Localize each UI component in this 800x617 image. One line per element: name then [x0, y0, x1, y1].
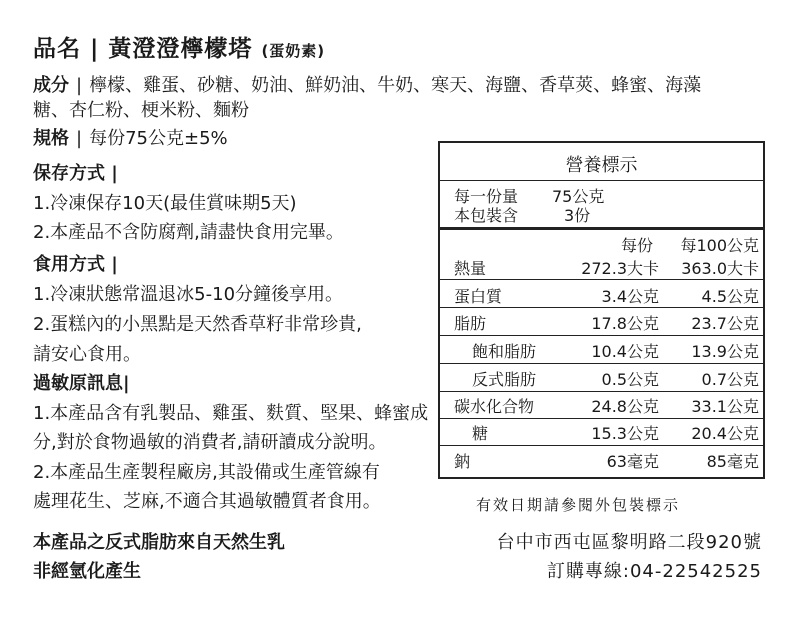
usage-line-1: 1.冷凍狀態常溫退冰5-10分鐘後享用。 [33, 284, 344, 305]
row-divider [440, 335, 763, 336]
row-per-serving-trans-fat: 0.5公克 [601, 370, 659, 389]
nutrition-divider [440, 180, 763, 181]
storage-line-1: 1.冷凍保存10天(最佳賞味期5天) [33, 193, 297, 214]
usage-heading: 食用方式 | [33, 254, 118, 275]
row-divider [440, 445, 763, 446]
expiry-note: 有效日期請參閱外包裝標示 [476, 496, 681, 514]
servings-label: 本包裝含 [454, 206, 519, 225]
row-per-100-carbohydrate: 33.1公克 [691, 397, 759, 416]
ingredients-line-2: 糖、杏仁粉、梗米粉、麵粉 [33, 100, 249, 121]
nutrition-title: 營養標示 [565, 155, 638, 176]
allergen-line-3: 2.本產品生產製程廠房,其設備或生產管線有 [33, 462, 380, 483]
spec-line: 規格 | 每份75公克±5% [33, 128, 228, 149]
row-name-fat: 脂肪 [454, 314, 487, 333]
row-divider [440, 279, 763, 280]
phone-number: 訂購專線:04-22542525 [546, 561, 762, 582]
ingredients-label: 成分 [33, 75, 69, 96]
allergen-line-4: 處理花生、芝麻,不適合其過敏體質者食用。 [33, 491, 381, 512]
row-per-serving-calories: 272.3大卡 [581, 259, 659, 278]
row-name-protein: 蛋白質 [454, 287, 503, 306]
storage-heading: 保存方式 | [33, 163, 118, 184]
trans-fat-note-line-2: 非經氫化產生 [33, 561, 141, 582]
usage-line-2: 2.蛋糕內的小黑點是天然香草籽非常珍貴, [33, 314, 362, 335]
row-divider [440, 418, 763, 419]
serving-size-value: 75公克 [552, 187, 605, 206]
col-header-per-100g: 每100公克 [680, 236, 759, 255]
product-name: 品名 | 黃澄澄檸檬塔 [33, 36, 253, 62]
allergen-line-1: 1.本產品含有乳製品、雞蛋、麩質、堅果、蜂蜜成 [33, 403, 429, 424]
row-name-calories: 熱量 [454, 259, 487, 278]
row-name-trans-fat: 反式脂肪 [472, 370, 537, 389]
product-diet-type: (蛋奶素) [261, 42, 326, 60]
row-divider [440, 307, 763, 308]
row-per-100-saturated-fat: 13.9公克 [691, 342, 759, 361]
row-per-serving-saturated-fat: 10.4公克 [591, 342, 659, 361]
servings-value: 3份 [564, 206, 591, 225]
row-per-serving-carbohydrate: 24.8公克 [591, 397, 659, 416]
row-name-saturated-fat: 飽和脂肪 [472, 342, 537, 361]
row-per-100-protein: 4.5公克 [701, 287, 759, 306]
row-per-100-fat: 23.7公克 [691, 314, 759, 333]
row-per-100-sugar: 20.4公克 [691, 424, 759, 443]
row-name-sodium: 鈉 [454, 452, 471, 471]
row-per-serving-sugar: 15.3公克 [591, 424, 659, 443]
row-name-sugar: 糖 [472, 424, 489, 443]
col-header-per-serving: 每份 [620, 236, 653, 255]
trans-fat-note-line-1: 本產品之反式脂肪來自天然生乳 [33, 532, 285, 553]
row-name-carbohydrate: 碳水化合物 [454, 397, 535, 416]
spec-label: 規格 [33, 128, 69, 149]
row-divider [440, 363, 763, 364]
row-per-serving-fat: 17.8公克 [591, 314, 659, 333]
nutrition-facts-panel [438, 141, 765, 479]
storage-line-2: 2.本產品不含防腐劑,請盡快食用完畢。 [33, 222, 344, 243]
row-per-serving-protein: 3.4公克 [601, 287, 659, 306]
row-per-100-sodium: 85毫克 [706, 452, 759, 471]
ingredients-text-1: 檸檬、雞蛋、砂糖、奶油、鮮奶油、牛奶、寒天、海鹽、香草莢、蜂蜜、海藻 [89, 75, 702, 96]
product-title [33, 30, 325, 63]
row-divider [440, 391, 763, 392]
address: 台中市西屯區黎明路二段920號 [496, 532, 762, 553]
row-per-100-trans-fat: 0.7公克 [701, 370, 759, 389]
row-per-serving-sodium: 63毫克 [606, 452, 659, 471]
row-per-100-calories: 363.0大卡 [681, 259, 759, 278]
nutrition-thick-divider [440, 227, 763, 230]
allergen-line-2: 分,對於食物過敏的消費者,請研讀成分說明。 [33, 432, 387, 453]
ingredients-line-1: 成分 | 檸檬、雞蛋、砂糖、奶油、鮮奶油、牛奶、寒天、海鹽、香草莢、蜂蜜、海藻 [33, 75, 702, 96]
serving-size-label: 每一份量 [454, 187, 519, 206]
allergen-heading: 過敏原訊息| [33, 373, 130, 394]
usage-line-3: 請安心食用。 [33, 344, 141, 365]
spec-value: 每份75公克±5% [89, 128, 228, 149]
